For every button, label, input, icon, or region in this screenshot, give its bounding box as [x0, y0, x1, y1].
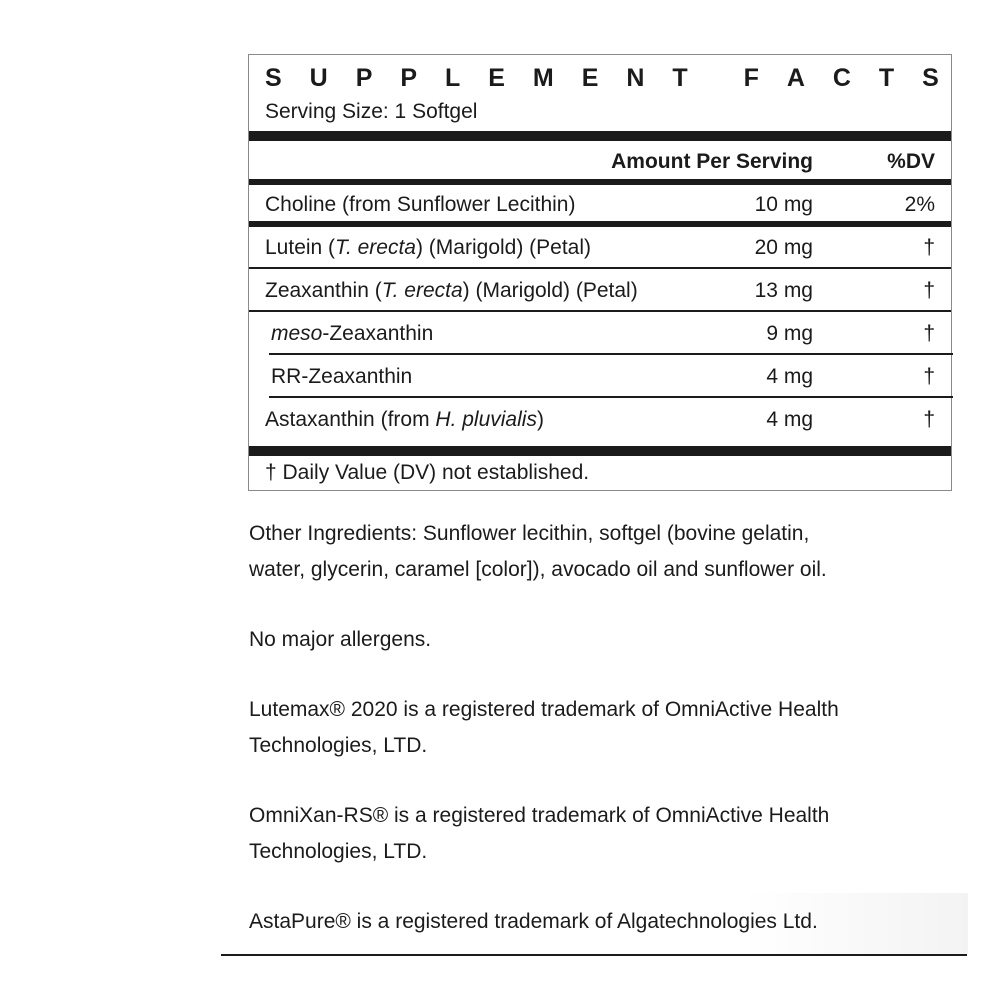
title-letter: T — [672, 64, 688, 92]
table-row — [249, 400, 951, 440]
nutrient-name: Choline (from Sunflower Lecithin) — [265, 193, 576, 216]
title-letter: U — [309, 64, 328, 92]
title-letter: T — [878, 64, 895, 92]
other-ingredients-line: Other Ingredients: Sunflower lecithin, softgel (bovine gelatin, — [249, 522, 810, 545]
title-letter: C — [832, 64, 851, 92]
title-letter: E — [581, 64, 599, 92]
title-letter: M — [532, 64, 554, 92]
nutrient-name: Lutein (T. erecta) (Marigold) (Petal) — [265, 236, 592, 259]
nutrient-dv: † — [923, 365, 935, 388]
nutrient-dv: † — [923, 408, 935, 431]
serving-size: Serving Size: 1 Softgel — [265, 100, 478, 123]
supplement-facts-panel — [248, 54, 952, 491]
table-row — [249, 185, 951, 225]
nutrient-dv: † — [923, 322, 935, 345]
nutrient-amount: 9 mg — [766, 322, 813, 345]
astapure-trademark: AstaPure® is a registered trademark of Algatechnologies Ltd. — [249, 910, 818, 933]
trademark-line: Lutemax® 2020 is a registered trademark of OmniActive Health — [249, 698, 839, 721]
nutrient-amount: 20 mg — [754, 236, 813, 259]
row-divider — [249, 267, 951, 269]
nutrient-name: Zeaxanthin (T. erecta) (Marigold) (Petal) — [265, 279, 638, 302]
table-header — [249, 143, 951, 181]
allergens-note: No major allergens. — [249, 628, 432, 651]
nutrient-amount: 13 mg — [754, 279, 813, 302]
title-letter: E — [488, 64, 505, 92]
lutemax-trademark — [249, 692, 969, 764]
dv-footnote: † Daily Value (DV) not established. — [265, 461, 590, 484]
title-letter: L — [445, 64, 461, 92]
nutrient-amount: 4 mg — [766, 408, 813, 431]
nutrient-dv: † — [923, 236, 935, 259]
trademark-line: Technologies, LTD. — [249, 840, 428, 863]
dv-header: %DV — [887, 150, 935, 173]
row-divider — [249, 310, 951, 312]
title-letter: F — [743, 64, 759, 92]
title-letter: S — [265, 64, 282, 92]
row-divider — [269, 353, 953, 355]
title-letter: A — [786, 64, 805, 92]
nutrient-dv: 2% — [904, 193, 935, 216]
table-row — [249, 314, 951, 354]
supplement-facts-title — [265, 63, 939, 93]
nutrient-name: meso-Zeaxanthin — [271, 322, 434, 345]
title-letter: P — [400, 64, 418, 92]
thick-divider — [249, 446, 951, 456]
nutrient-amount: 4 mg — [766, 365, 813, 388]
table-row — [249, 357, 951, 397]
table-row — [249, 228, 951, 268]
title-letter: P — [355, 64, 373, 92]
other-ingredients-line: water, glycerin, caramel [color]), avocado oil and sunflower oil. — [249, 558, 827, 581]
nutrient-name: RR-Zeaxanthin — [271, 365, 413, 388]
medium-divider — [249, 221, 951, 227]
nutrient-dv: † — [923, 279, 935, 302]
thick-divider — [249, 131, 951, 141]
nutrient-name: Astaxanthin (from H. pluvialis) — [265, 408, 544, 431]
table-row — [249, 271, 951, 311]
omnixan-trademark — [249, 798, 969, 870]
title-letter: N — [626, 64, 645, 92]
nutrient-amount: 10 mg — [754, 193, 813, 216]
bottom-divider — [221, 954, 967, 956]
trademark-line: Technologies, LTD. — [249, 734, 428, 757]
other-ingredients — [249, 516, 969, 588]
trademark-line: OmniXan-RS® is a registered trademark of OmniActive Health — [249, 804, 830, 827]
row-divider — [269, 396, 953, 398]
amount-header: Amount Per Serving — [611, 150, 813, 173]
title-letter: S — [922, 64, 939, 92]
